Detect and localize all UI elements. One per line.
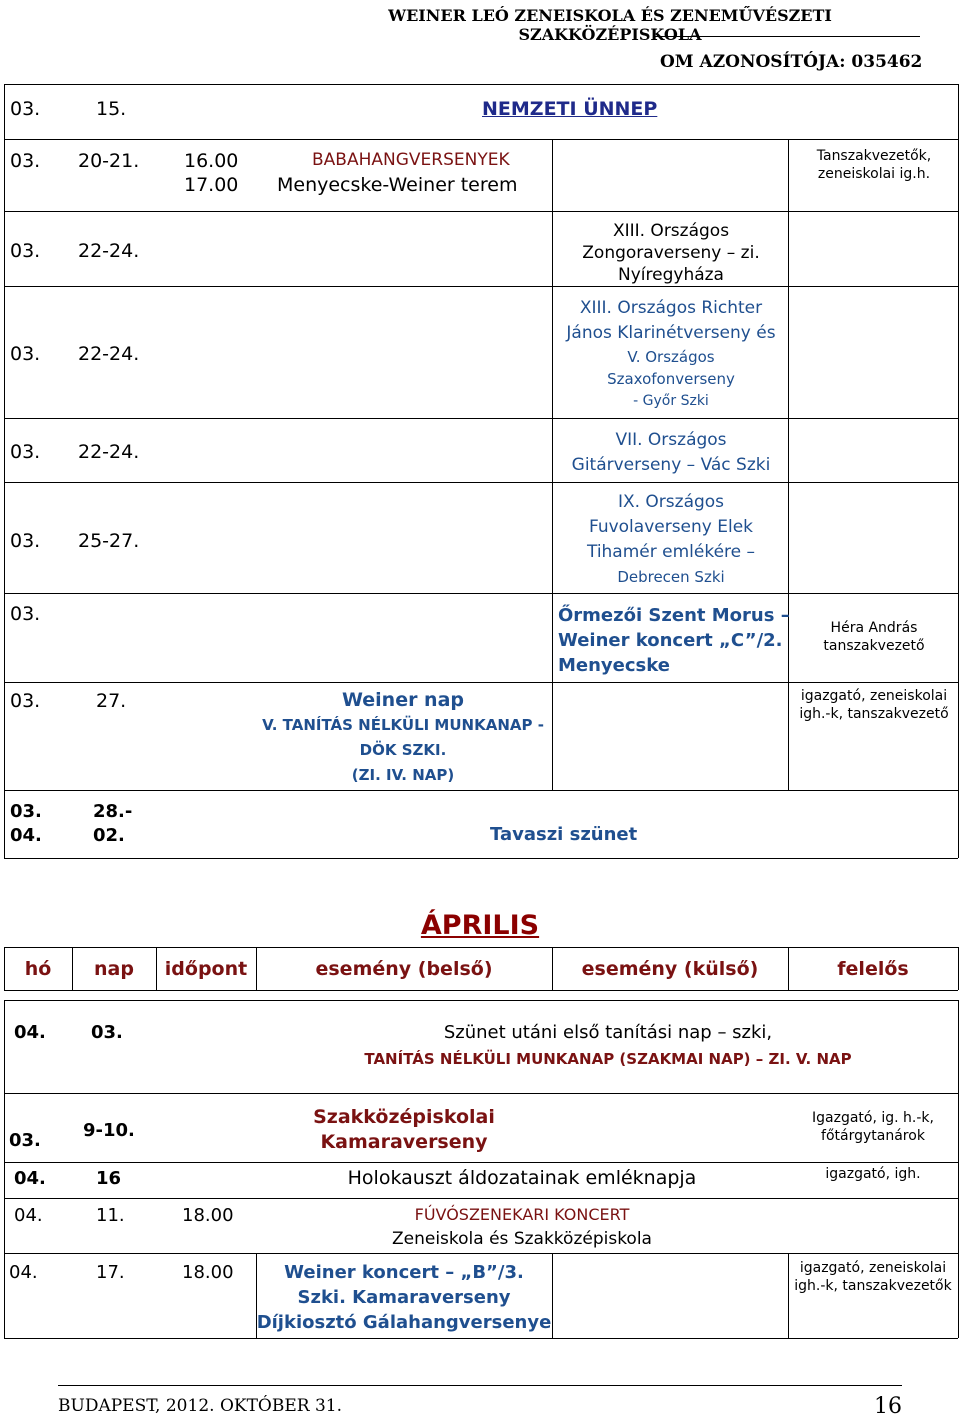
row-month: 03. — [10, 240, 41, 262]
row-day: 22-24. — [78, 343, 140, 365]
header-time: időpont — [164, 958, 248, 980]
row-day: 17. — [96, 1262, 125, 1283]
header-internal-event: esemény (belső) — [315, 958, 493, 980]
header-responsible: felelős — [837, 958, 909, 980]
row-month: 04. — [14, 1168, 46, 1189]
header-rule — [655, 36, 920, 37]
row-month: 04. — [9, 1262, 38, 1283]
row-day: 27. — [96, 690, 127, 712]
table-border-top — [4, 84, 958, 85]
row-day: 22-24. — [78, 240, 140, 262]
row-time: 18.00 — [182, 1262, 234, 1283]
external-event: XIII. Országos Richter János Klarinétverseny és V. Országos Szaxofonverseny - Győr Szki — [566, 298, 776, 409]
row-day: 22-24. — [78, 441, 140, 463]
row-day: 03. — [91, 1022, 123, 1043]
school-name: WEINER LEÓ ZENEISKOLA ÉS ZENEMŰVÉSZETI SZAKKÖZÉPISKOLA — [388, 6, 832, 44]
event-place: Menyecske-Weiner terem — [277, 174, 518, 196]
event-title: BABAHANGVERSENYEK — [312, 150, 510, 170]
external-event: XIII. Országos Zongoraverseny – zi. Nyíregyháza — [582, 221, 760, 285]
responsible: Igazgató, ig. h.-k, főtárgytanárok — [812, 1110, 934, 1144]
row-day: 11. — [96, 1205, 125, 1226]
row-time: 16.00 — [184, 150, 239, 172]
responsible: igazgató, zeneiskolai igh.-k, tanszakvezető — [799, 688, 949, 722]
row-day: 15. — [96, 98, 127, 120]
row-day: 16 — [96, 1168, 122, 1189]
event: Szünet utáni első tanítási nap – szki, TANÍTÁS NÉLKÜLI MUNKANAP (SZAKMAI NAP) – ZI. V. NAP — [364, 1022, 852, 1068]
row-month: 03. — [9, 1130, 41, 1151]
event: Holokauszt áldozatainak emléknapja — [347, 1167, 697, 1189]
header-day: nap — [94, 958, 134, 980]
national-holiday: NEMZETI ÜNNEP — [482, 98, 658, 120]
row-time: 18.00 — [182, 1205, 234, 1226]
column-divider-external — [552, 139, 553, 790]
responsible: igazgató, zeneiskolai igh.-k, tanszakvezetők — [794, 1260, 952, 1294]
header-external-event: esemény (külső) — [581, 958, 759, 980]
internal-event: Weiner koncert – „B”/3. Szki. Kamaraverseny Díjkiosztó Gálahangversenye — [256, 1262, 552, 1333]
row-day: 28.- 02. — [93, 801, 133, 846]
external-event: Őrmezői Szent Morus – Weiner koncert „C”/2. Menyecske — [558, 605, 790, 676]
responsible: igazgató, igh. — [825, 1166, 921, 1182]
header-month: hó — [24, 958, 52, 980]
column-divider-responsible — [788, 139, 789, 790]
row-month: 04. — [14, 1022, 46, 1043]
external-event: VII. Országos Gitárverseny – Vác Szki — [571, 430, 771, 475]
responsible: Héra András tanszakvezető — [823, 620, 925, 654]
om-id: OM AZONOSÍTÓJA: 035462 — [660, 52, 923, 72]
row-time: 17.00 — [184, 174, 239, 196]
row-month: 03. 04. — [10, 801, 42, 846]
external-event: IX. Országos Fuvolaverseny Elek Tihamér emlékére – Debrecen Szki — [586, 492, 756, 586]
row-day: 9-10. — [83, 1120, 135, 1141]
internal-event: Szakközépiskolai Kamaraverseny — [313, 1106, 495, 1153]
row-month: 03. — [10, 603, 41, 625]
row-day: 20-21. — [78, 150, 140, 172]
page-number: 16 — [874, 1394, 902, 1419]
month-title: ÁPRILIS — [420, 910, 540, 941]
table-border-bottom — [4, 858, 958, 859]
row-month: 03. — [10, 98, 41, 120]
row-month: 03. — [10, 530, 41, 552]
spring-break: Tavaszi szünet — [490, 824, 638, 845]
row-day: 25-27. — [78, 530, 140, 552]
event: FÚVÓSZENEKARI KONCERT Zeneiskola és Szakközépiskola — [392, 1205, 652, 1249]
footer-rule — [58, 1385, 902, 1386]
row-month: 04. — [14, 1205, 43, 1226]
responsible: Tanszakvezetők, zeneiskolai ig.h. — [816, 148, 932, 182]
footer-place-date: BUDAPEST, 2012. OKTÓBER 31. — [58, 1396, 342, 1416]
row-month: 03. — [10, 150, 41, 172]
row-month: 03. — [10, 690, 41, 712]
internal-event: Weiner nap V. TANÍTÁS NÉLKÜLI MUNKANAP - DÖK SZKI. (ZI. IV. NAP) — [262, 689, 544, 784]
row-month: 03. — [10, 343, 41, 365]
row-month: 03. — [10, 441, 41, 463]
